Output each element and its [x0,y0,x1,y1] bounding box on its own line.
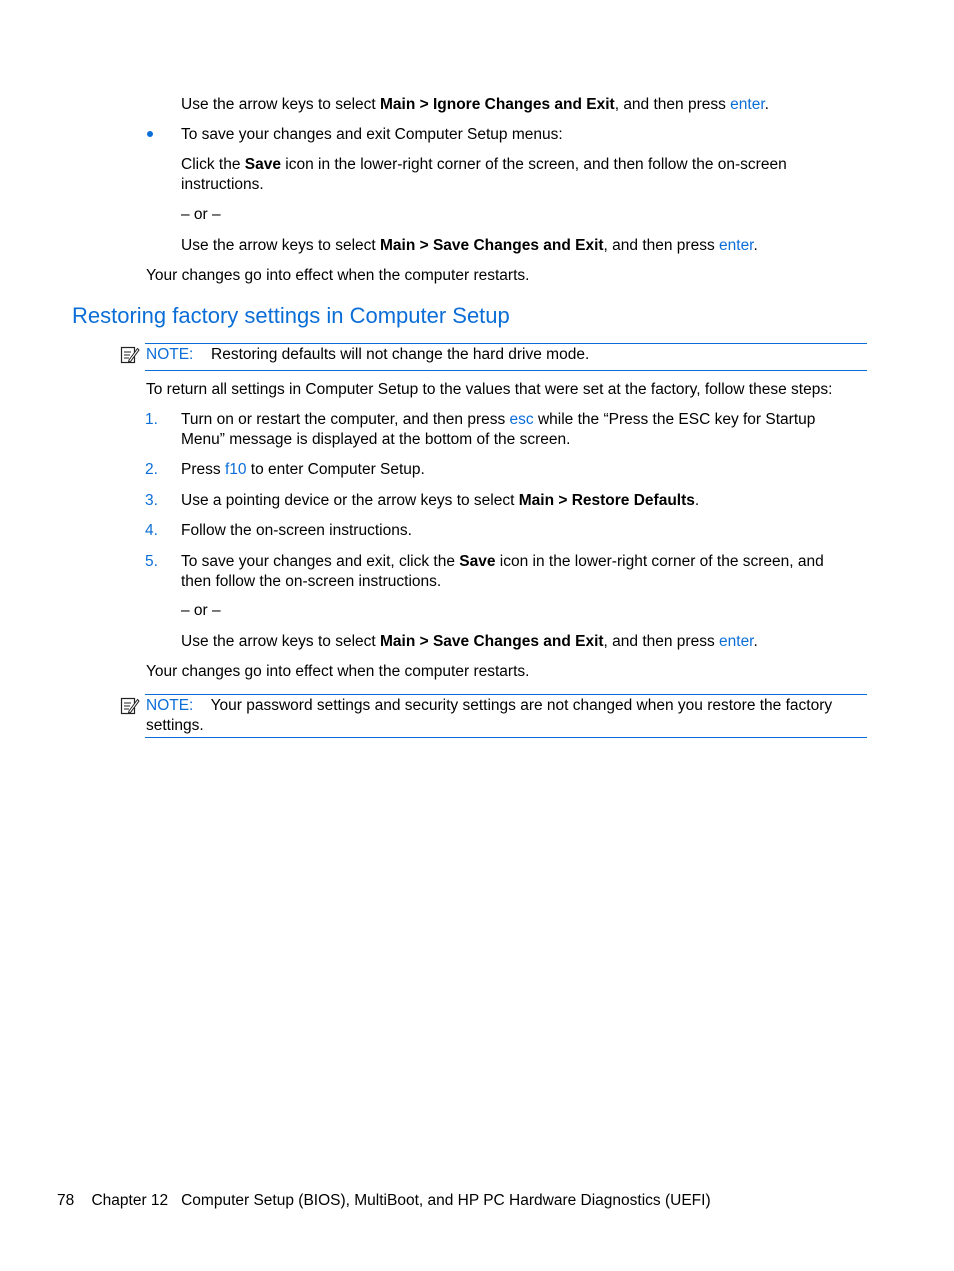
step-number: 5. [145,553,158,570]
or-separator: – or – [181,206,221,223]
chapter-label: Chapter 12 [91,1192,169,1209]
note-rule-bottom [145,370,867,371]
save-changes-line: Use the arrow keys to select Main > Save Changes and Exit, and then press enter. [181,237,758,254]
step-3: Use a pointing device or the arrow keys to select Main > Restore Defaults. [181,492,700,509]
note1 [146,345,193,365]
step-2: Press f10 to enter Computer Setup. [181,461,425,478]
note2-text: Your password settings and security settings are not changed when you restore the factory settings. [146,697,833,734]
bullet-save-text: To save your changes and exit Computer Setup menus: [181,126,563,143]
page-number: 78 [57,1192,75,1209]
or-separator: – or – [181,602,221,619]
note-label: NOTE: [146,697,194,714]
note2 [146,696,864,736]
save-changes-line: Use the arrow keys to select Main > Save Changes and Exit, and then press enter. [181,633,758,650]
note-label: NOTE: [146,346,194,363]
key-enter: enter [719,237,754,254]
ignore-changes-line: Use the arrow keys to select Main > Ignore Changes and Exit, and then press enter. [181,96,769,113]
step-number: 1. [145,411,158,428]
intro-text: To return all settings in Computer Setup to the values that were set at the factory, follow these steps: [146,381,833,398]
step-5: To save your changes and exit, click the Save icon in the lower-right corner of the screen, and then follow the on-screen instructions. [181,553,824,590]
key-esc: esc [509,411,534,428]
step-number: 3. [145,492,158,509]
chapter-title: Computer Setup (BIOS), MultiBoot, and HP PC Hardware Diagnostics (UEFI) [181,1192,711,1209]
note1-text: Restoring defaults will not change the hard drive mode. [211,346,590,363]
page-footer [57,1191,711,1211]
step-number: 2. [145,461,158,478]
note-rule-bottom [145,737,867,738]
note-rule-top [145,694,867,695]
key-f10: f10 [224,461,247,478]
note-icon [120,696,140,716]
effect-text: Your changes go into effect when the computer restarts. [146,663,530,680]
key-enter: enter [719,633,754,650]
note-rule-top [145,343,867,344]
click-save-paragraph: Click the Save icon in the lower-right corner of the screen, and then follow the on-screen instructions. [181,156,787,193]
step-4: Follow the on-screen instructions. [181,522,412,539]
key-enter: enter [730,96,765,113]
effect-text: Your changes go into effect when the computer restarts. [146,267,530,284]
step-1: Turn on or restart the computer, and then press esc while the “Press the ESC key for Startup Menu” message is displayed at the bottom of the screen. [181,411,816,448]
menu-path: Main > Ignore Changes and Exit [380,96,615,113]
step-number: 4. [145,522,158,539]
bullet-icon [147,131,153,137]
note-icon [120,345,140,365]
section-heading: Restoring factory settings in Computer Setup [72,303,510,328]
